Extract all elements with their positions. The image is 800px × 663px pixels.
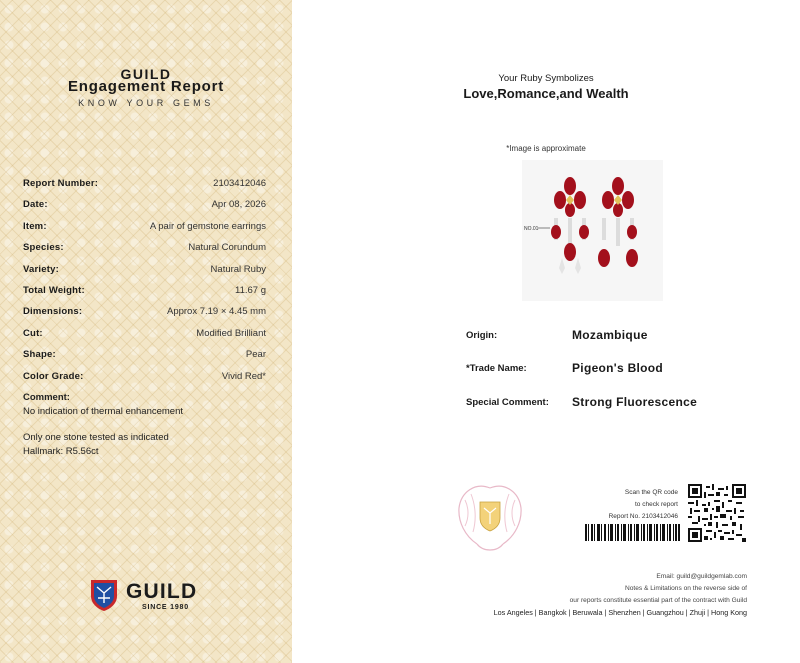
shield-icon xyxy=(90,578,118,612)
detail-label: Cut: xyxy=(23,328,43,339)
detail-value: A pair of gemstone earrings xyxy=(149,221,266,232)
detail-label: Species: xyxy=(23,242,64,253)
tagline: KNOW YOUR GEMS xyxy=(78,98,214,108)
comment-label: Comment: xyxy=(23,392,70,403)
report-left-panel xyxy=(0,0,292,663)
qr-instruction: Scan the QR code xyxy=(624,489,678,496)
footer-email: Email: guild@guildgemlab.com xyxy=(656,573,747,580)
detail-row-cut xyxy=(23,328,266,339)
barcode-icon xyxy=(585,524,680,541)
brand-name: GUILD xyxy=(120,66,172,82)
symbolizes-label: Your Ruby Symbolizes xyxy=(498,73,594,84)
trade-name-value: Pigeon's Blood xyxy=(572,361,664,375)
comment-line: Only one stone tested as indicated xyxy=(23,432,169,443)
footer-offices: Los Angeles | Bangkok | Beruwala | Shenzhen | Guangzhou | Zhuji | Hong Kong xyxy=(493,608,747,617)
detail-row-species xyxy=(23,242,266,253)
origin-value: Mozambique xyxy=(572,328,648,342)
image-label: NO.01 xyxy=(524,226,539,232)
comment-line: No indication of thermal enhancement xyxy=(23,406,184,417)
origin-label: Origin: xyxy=(466,330,498,341)
detail-label: Dimensions: xyxy=(23,306,83,317)
qr-instruction: to check report xyxy=(635,501,678,508)
detail-label: Shape: xyxy=(23,349,56,360)
detail-label: Date: xyxy=(23,199,48,210)
detail-value: Natural Corundum xyxy=(188,242,266,253)
special-comment-label: Special Comment: xyxy=(466,397,549,408)
earrings-image xyxy=(522,160,663,301)
detail-value: Approx 7.19 × 4.45 mm xyxy=(166,306,266,317)
detail-value: 2103412046 xyxy=(213,178,266,189)
detail-value: Pear xyxy=(245,349,266,360)
detail-row-report-number xyxy=(23,178,266,189)
detail-label: Total Weight: xyxy=(23,285,85,296)
qr-report-number: Report No. 2103412046 xyxy=(608,513,678,520)
special-comment-value: Strong Fluorescence xyxy=(572,395,698,409)
detail-row-total-weight xyxy=(23,285,266,296)
image-note: *Image is approximate xyxy=(506,144,586,153)
detail-value: Natural Ruby xyxy=(210,264,266,275)
detail-row-item xyxy=(23,221,266,232)
detail-row-color-grade xyxy=(23,371,266,382)
symbolizes-value: Love,Romance,and Wealth xyxy=(463,86,629,101)
detail-label: Report Number: xyxy=(23,178,99,189)
guild-seal-icon xyxy=(455,478,525,558)
trade-name-label: *Trade Name: xyxy=(466,363,527,374)
comment-line: Hallmark: R5.56ct xyxy=(23,446,99,457)
report-title: Engagement Report xyxy=(67,78,225,95)
logo-since: SINCE 1980 xyxy=(142,604,189,611)
detail-row-dimensions xyxy=(23,306,266,317)
detail-label: Variety: xyxy=(23,264,59,275)
guild-logo xyxy=(90,576,220,616)
logo-text: GUILD xyxy=(126,580,198,603)
detail-label: Item: xyxy=(23,221,47,232)
detail-label: Color Grade: xyxy=(23,371,84,382)
detail-value: Apr 08, 2026 xyxy=(211,199,266,210)
footer-notes: our reports constitute essential part of the contract with Guild xyxy=(569,597,747,604)
detail-row-variety xyxy=(23,264,266,275)
detail-row-shape xyxy=(23,349,266,360)
detail-value: Vivid Red* xyxy=(221,371,266,382)
detail-row-date xyxy=(23,199,266,210)
qr-code-icon[interactable] xyxy=(688,484,746,542)
footer-notes: Notes & Limitations on the reverse side of xyxy=(624,585,747,592)
detail-value: Modified Brilliant xyxy=(196,328,266,339)
detail-value: 11.67 g xyxy=(235,285,266,296)
